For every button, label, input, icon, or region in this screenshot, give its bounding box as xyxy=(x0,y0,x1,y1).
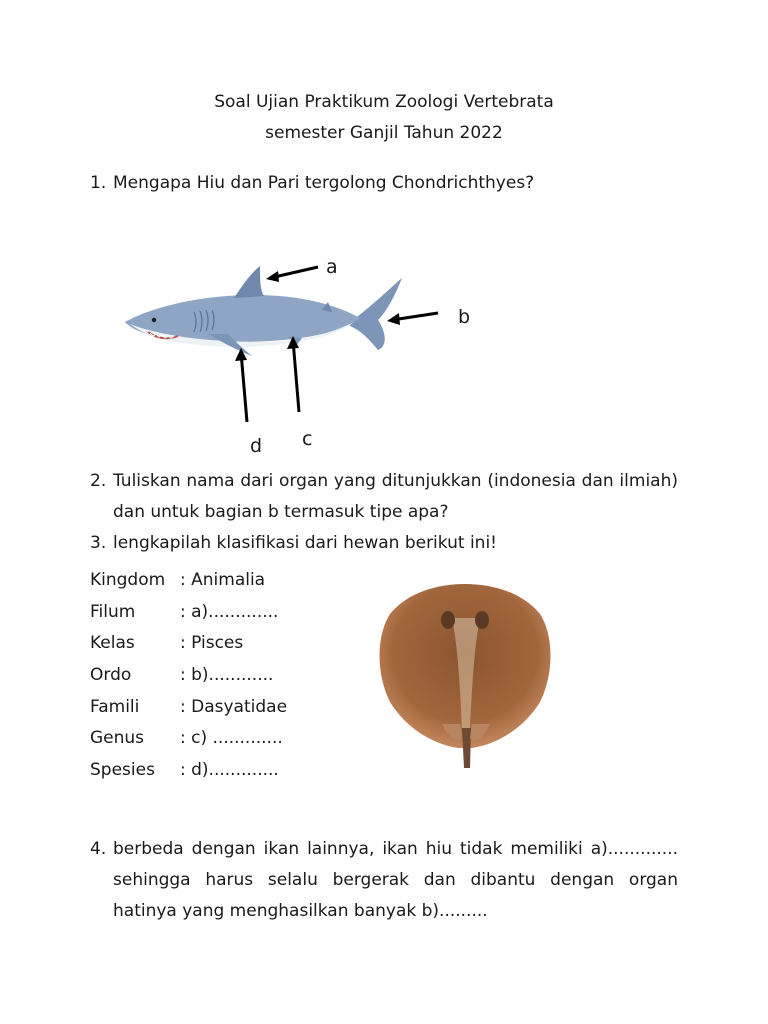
classification-key: Filum xyxy=(90,602,136,622)
classification-value: : a)............. xyxy=(180,602,279,622)
classification-value: : b)............ xyxy=(180,665,274,685)
classification-key: Famili xyxy=(90,697,140,717)
classification-value: : Dasyatidae xyxy=(180,697,288,717)
question-number: 3. xyxy=(90,533,107,553)
page-title: Soal Ujian Praktikum Zoologi Vertebrata xyxy=(214,92,554,112)
shark-label-a: a xyxy=(326,256,338,278)
shark-label-d: d xyxy=(250,435,263,457)
question-text: Tuliskan nama dari organ yang ditunjukkan (indonesia dan ilmiah) dan untuk bagian b termasuk tipe apa? xyxy=(113,471,678,522)
classification-key: Genus xyxy=(90,728,145,748)
classification-value: : Animalia xyxy=(180,570,266,590)
classification-key: Kelas xyxy=(90,633,135,653)
question-number: 1. xyxy=(90,173,107,193)
classification-value: : d)............. xyxy=(180,760,279,780)
page-subtitle: semester Ganjil Tahun 2022 xyxy=(265,123,503,143)
classification-value: : c) ............. xyxy=(180,728,283,748)
classification-key: Spesies xyxy=(90,760,155,780)
question-2 xyxy=(90,466,678,528)
stingray-image xyxy=(372,578,558,770)
question-1 xyxy=(90,168,678,199)
question-3 xyxy=(90,528,678,559)
question-4 xyxy=(90,834,678,927)
question-text: berbeda dengan ikan lainnya, ikan hiu tidak memiliki a)............. sehingga harus selalu bergerak dan dibantu dengan organ hatinya yang menghasilkan banyak b)......... xyxy=(113,839,678,921)
shark-image xyxy=(110,250,470,460)
question-text: lengkapilah klasifikasi dari hewan berikut ini! xyxy=(113,533,497,553)
question-number: 2. xyxy=(90,471,107,491)
question-number: 4. xyxy=(90,839,107,859)
classification-key: Kingdom xyxy=(90,570,166,590)
shark-label-c: c xyxy=(302,428,313,450)
classification-value: : Pisces xyxy=(180,633,244,653)
classification-key: Ordo xyxy=(90,665,132,685)
shark-label-b: b xyxy=(458,306,471,328)
question-text: Mengapa Hiu dan Pari tergolong Chondrichthyes? xyxy=(113,173,535,193)
